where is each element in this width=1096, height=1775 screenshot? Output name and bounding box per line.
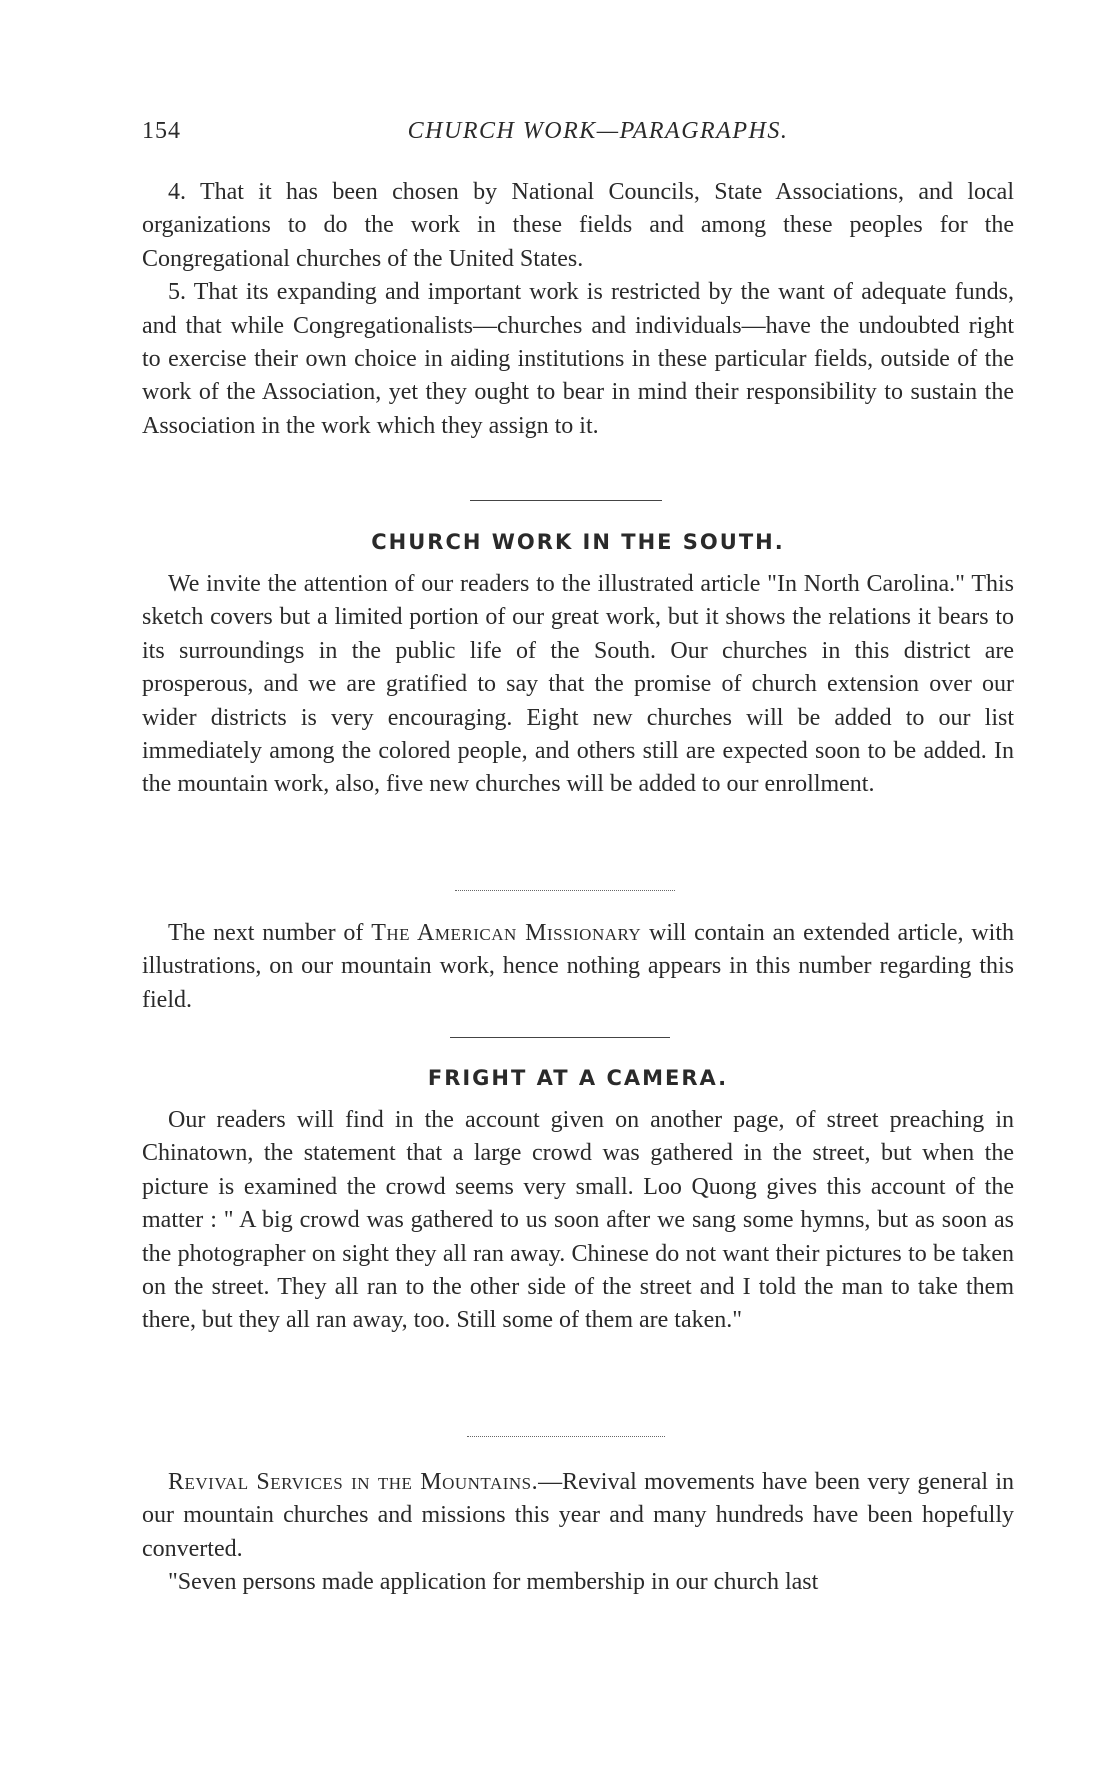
divider-rule — [450, 1037, 670, 1038]
paragraph-4: 4. That it has been chosen by National Councils, State Associations, and local organizations to do the work in these fields and among these peoples for the Congregational churches of the United States. — [142, 179, 1014, 272]
heading-fright-camera: FRIGHT AT A CAMERA. — [427, 1066, 729, 1090]
paragraph-revival-quote: "Seven persons made application for membership in our church last — [168, 1569, 819, 1596]
page-header — [142, 118, 1014, 154]
running-head: CHURCH WORK—PARAGRAPHS. — [407, 118, 789, 144]
divider-rule — [470, 500, 662, 501]
text-before: The next number of — [168, 920, 372, 946]
text-after: will contain an extended article, with illustrations, on our mountain work, hence nothing appears in this number regarding this field. — [142, 920, 1015, 1013]
section-top — [142, 176, 1014, 443]
revival-text: —Revival movements have been very general in our mountain churches and missions this year and many hundreds have been hopefully converted. — [142, 1469, 1015, 1562]
revival-lead-in: Revival Services in the Mountains. — [168, 1469, 539, 1495]
heading-church-work-south: CHURCH WORK IN THE SOUTH. — [371, 530, 785, 554]
page-number: 154 — [142, 118, 181, 144]
paragraph-camera: Our readers will find in the account given on another page, of street preaching in Chinatown, the statement that a large crowd was gathered in the street, but when the picture is examined the crowd seems very small. Loo Quong gives this account of the matter : " A big crowd was gathered to us soon after we sang some hymns, but as soon as the photographer on sight they all ran away. Chinese do not want their pictures to be taken on the street. They all ran to the other side of the street and I told the man to take them there, but they all ran away, too. Still some of them are taken." — [142, 1107, 1014, 1334]
section-next-number — [142, 917, 1014, 1017]
paragraph-next-number — [142, 917, 1014, 1017]
magazine-name: The American Missionary — [371, 920, 642, 946]
section-revival — [142, 1466, 1014, 1600]
section-south — [142, 568, 1014, 802]
divider-rule — [467, 1436, 665, 1437]
divider-rule — [455, 890, 675, 891]
paragraph-south: We invite the attention of our readers to the illustrated article "In North Carolina." This sketch covers but a limited portion of our great work, but it shows the relations it bears to its surroundings in the public life of the South. Our churches in this district are prosperous, and we are gratified to say that the promise of church extension over our wider districts is very encouraging. Eight new churches will be added to our list immediately among the colored people, and others still are expected soon to be added. In the mountain work, also, five new churches will be added to our enrollment. — [142, 571, 1014, 798]
paragraph-5: 5. That its expanding and important work is restricted by the want of adequate funds, and that while Congregationalists—churches and individuals—have the undoubted right to exercise their own choice in aiding institutions in these particular fields, outside of the work of the Association, yet they ought to bear in mind their responsibility to sustain the Association in the work which they assign to it. — [142, 279, 1014, 439]
paragraph-revival — [142, 1466, 1014, 1566]
section-camera — [142, 1104, 1014, 1338]
